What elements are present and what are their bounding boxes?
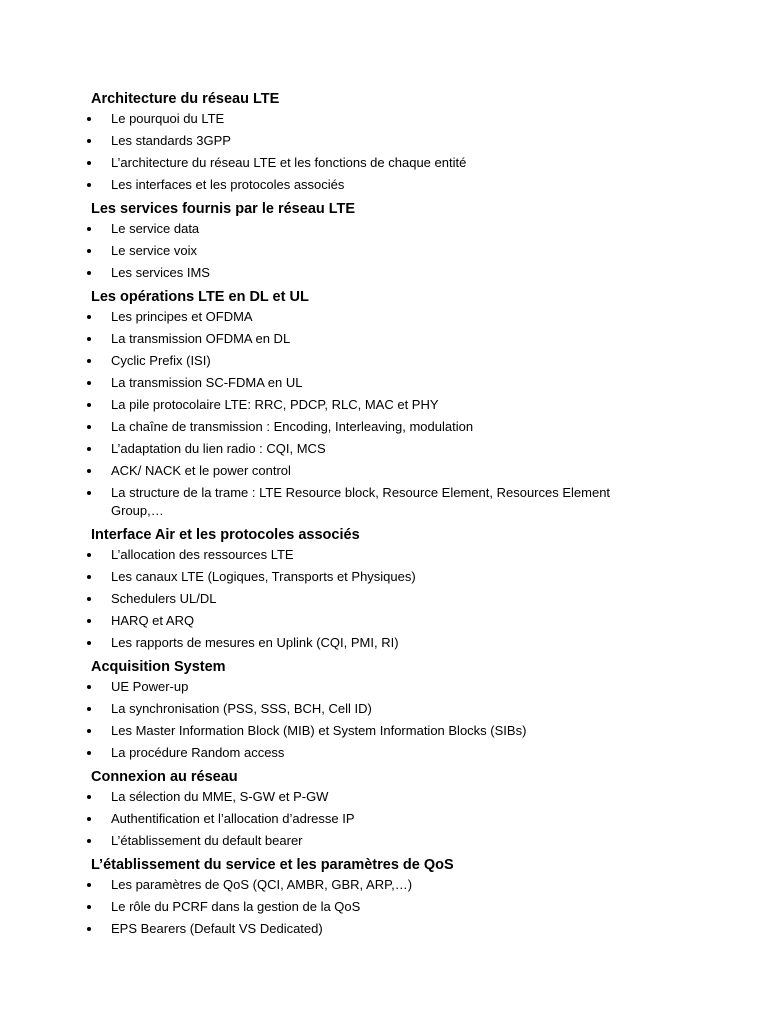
list-item: L’établissement du default bearer [0,832,768,850]
list-item: La synchronisation (PSS, SSS, BCH, Cell ID) [0,700,768,718]
section-services [0,198,768,282]
section-operations [0,286,768,520]
list-item: La pile protocolaire LTE: RRC, PDCP, RLC, MAC et PHY [0,396,768,414]
list-item: Les paramètres de QoS (QCI, AMBR, GBR, ARP,…) [0,876,768,894]
list-item: Le rôle du PCRF dans la gestion de la QoS [0,898,768,916]
list-item: L’allocation des ressources LTE [0,546,768,564]
list-item: La transmission SC-FDMA en UL [0,374,768,392]
list-item: La chaîne de transmission : Encoding, Interleaving, modulation [0,418,768,436]
section-connexion [0,766,768,850]
bullet-list [0,678,768,762]
bullet-list [0,308,768,520]
section-title: Acquisition System [91,659,226,675]
bullet-list [0,788,768,850]
list-item: Les canaux LTE (Logiques, Transports et Physiques) [0,568,768,586]
list-item: Les interfaces et les protocoles associés [0,176,768,194]
list-item: Les rapports de mesures en Uplink (CQI, PMI, RI) [0,634,768,652]
list-item: Authentification et l’allocation d’adresse IP [0,810,768,828]
section-interface-air [0,524,768,652]
section-qos [0,854,768,938]
list-item: UE Power-up [0,678,768,696]
list-item: Le service data [0,220,768,238]
list-item: Le service voix [0,242,768,260]
list-item: Les standards 3GPP [0,132,768,150]
bullet-list [0,220,768,282]
document-body [0,88,768,942]
list-item: La procédure Random access [0,744,768,762]
list-item: ACK/ NACK et le power control [0,462,768,480]
list-item: La transmission OFDMA en DL [0,330,768,348]
list-item: Schedulers UL/DL [0,590,768,608]
list-item: La structure de la trame : LTE Resource block, Resource Element, Resources Element Group,… [0,484,768,520]
section-title: Interface Air et les protocoles associés [91,527,360,543]
list-item: Les principes et OFDMA [0,308,768,326]
list-item: Le pourquoi du LTE [0,110,768,128]
bullet-list [0,110,768,194]
section-title: Les opérations LTE en DL et UL [91,289,309,305]
list-item: L’adaptation du lien radio : CQI, MCS [0,440,768,458]
section-title: L’établissement du service et les paramètres de QoS [91,857,454,873]
section-title: Architecture du réseau LTE [91,91,280,107]
bullet-list [0,546,768,652]
list-item: Les services IMS [0,264,768,282]
list-item: La sélection du MME, S-GW et P-GW [0,788,768,806]
section-architecture [0,88,768,194]
list-item: L’architecture du réseau LTE et les fonctions de chaque entité [0,154,768,172]
list-item: Les Master Information Block (MIB) et System Information Blocks (SIBs) [0,722,768,740]
list-item: Cyclic Prefix (ISI) [0,352,768,370]
list-item: EPS Bearers (Default VS Dedicated) [0,920,768,938]
bullet-list [0,876,768,938]
section-title: Connexion au réseau [91,769,238,785]
section-acquisition [0,656,768,762]
list-item: HARQ et ARQ [0,612,768,630]
section-title: Les services fournis par le réseau LTE [91,201,356,217]
